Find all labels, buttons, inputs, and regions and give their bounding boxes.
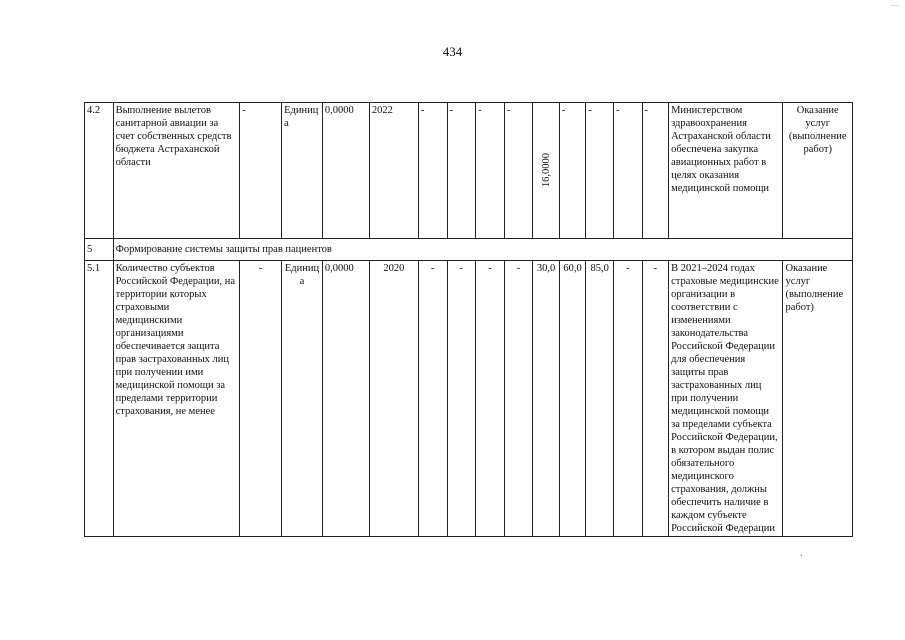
value-cell: -: [447, 261, 476, 537]
corner-mark: —: [890, 0, 899, 10]
value-cell: -: [613, 103, 642, 239]
result-description: В 2021–2024 годах страховые медицинские организации в соответствии с изменениями законодательства Российской Федерации для обеспечения защиты прав застрахованных лиц при получении медицинской помощи за пределами субъекта Российской Федерации, в котором выдан полис обязательного медицинского страхования, должны обеспечить наличие в каждом субъекте Российской Федерации: [669, 261, 783, 537]
value-cell: -: [613, 261, 642, 537]
vertical-value: 16,0000: [540, 153, 552, 188]
characteristic-type: Оказание услуг (выполнение работ): [783, 261, 853, 537]
section-row: [85, 239, 853, 261]
document-table: [84, 102, 853, 537]
value-cell: -: [418, 103, 447, 239]
page-number: 434: [442, 44, 463, 59]
cell-dash: -: [240, 261, 282, 537]
value-cell: -: [476, 261, 505, 537]
row-number: 5.1: [85, 261, 114, 537]
section-number: 5: [85, 239, 114, 261]
value-cell: -: [504, 103, 533, 239]
base-year-cell: 2022: [369, 103, 418, 239]
value-cell-vertical: [533, 103, 560, 239]
result-description: Министерством здравоохранения Астраханской области обеспечена закупка авиационных работ в целях оказания медицинской помощи: [669, 103, 783, 239]
footer-mark: .: [800, 548, 803, 559]
unit-cell: Единица: [282, 103, 323, 239]
value-cell: -: [418, 261, 447, 537]
table-row: [85, 261, 853, 537]
value-cell: -: [559, 103, 586, 239]
value-cell: -: [642, 261, 669, 537]
characteristic-type: Оказание услуг (выполнение работ): [783, 103, 853, 239]
value-cell: -: [586, 103, 614, 239]
value-cell: 30,0: [533, 261, 560, 537]
base-value-cell: 0,0000: [322, 103, 369, 239]
base-value-cell: 0,0000: [322, 261, 369, 537]
cell-dash: -: [240, 103, 282, 239]
value-cell: -: [642, 103, 669, 239]
table-row: [85, 103, 853, 239]
value-cell: -: [504, 261, 533, 537]
value-cell: 85,0: [586, 261, 614, 537]
indicator-name: Выполнение вылетов санитарной авиации за счет собственных средств бюджета Астраханской области: [113, 103, 240, 239]
value-cell: -: [447, 103, 476, 239]
section-title: Формирование системы защиты прав пациентов: [113, 239, 852, 261]
row-number: 4.2: [85, 103, 114, 239]
base-year-cell: 2020: [369, 261, 418, 537]
value-cell: 60,0: [559, 261, 586, 537]
unit-cell: Единица: [282, 261, 323, 537]
indicator-name: Количество субъектов Российской Федерации, на территории которых страховыми медицинскими организациями обеспечивается защита прав застрахованных лиц при получении ими медицинской помощи за пределами территории страхования, не менее: [113, 261, 240, 537]
value-cell: -: [476, 103, 505, 239]
